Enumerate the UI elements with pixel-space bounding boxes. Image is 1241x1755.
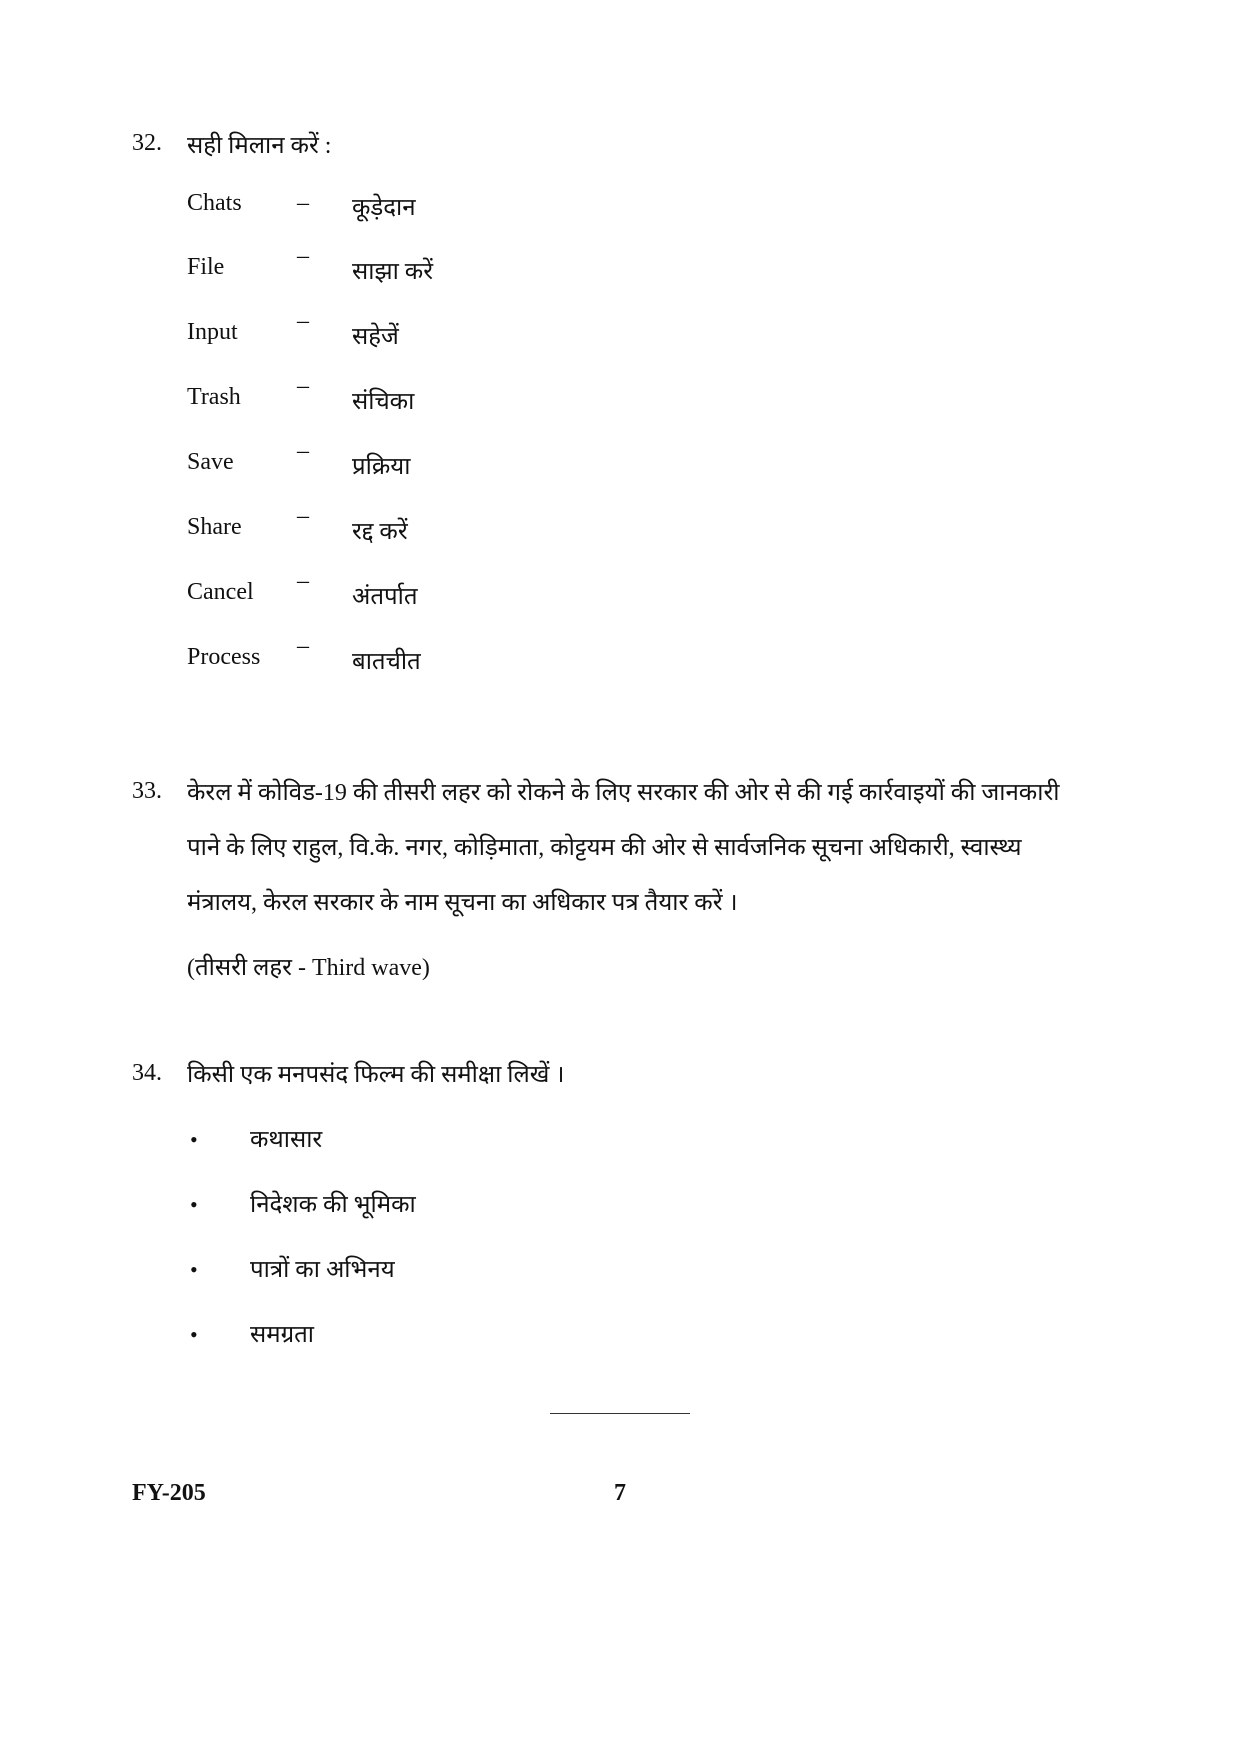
q33-line-1: केरल में कोविड-19 की तीसरी लहर को रोकने के लिए सरकार की ओर से की गई कार्रवाइयों की जानकारी [187, 780, 1060, 806]
match-dash: – [297, 308, 309, 334]
match-left-item: Trash [187, 384, 241, 410]
match-right-item: रद्द करें [352, 519, 408, 545]
q34-prompt: किसी एक मनपसंद फिल्म की समीक्षा लिखें । [187, 1062, 565, 1088]
bullet-text: पात्रों का अभिनय [250, 1257, 395, 1283]
match-right-item: सहेजें [352, 324, 399, 350]
bullet-point: • [190, 1192, 198, 1217]
paper-code: FY-205 [132, 1480, 206, 1506]
match-right-item: अंतर्पात [352, 584, 418, 610]
match-right-item: प्रक्रिया [352, 454, 411, 480]
match-dash: – [297, 568, 309, 594]
match-left-item: Cancel [187, 579, 254, 605]
match-left-item: Input [187, 319, 238, 345]
q34-number: 34. [132, 1060, 162, 1086]
match-right-item: संचिका [352, 389, 415, 415]
match-right-item: कूड़ेदान [352, 195, 416, 221]
page-number: 7 [614, 1480, 626, 1506]
match-dash: – [297, 633, 309, 659]
match-left-item: File [187, 254, 225, 280]
bullet-point: • [190, 1257, 198, 1282]
end-of-questions-rule [550, 1413, 690, 1414]
match-right-item: साझा करें [352, 259, 434, 285]
match-right-item: बातचीत [352, 649, 421, 675]
q32-prompt: सही मिलान करें : [187, 133, 332, 159]
bullet-text: समग्रता [250, 1322, 315, 1348]
match-left-item: Share [187, 514, 242, 540]
q33-line-3: मंत्रालय, केरल सरकार के नाम सूचना का अधिकार पत्र तैयार करें । [187, 890, 738, 916]
match-dash: – [297, 243, 309, 269]
bullet-text: निदेशक की भूमिका [250, 1192, 416, 1218]
match-dash: – [297, 373, 309, 399]
match-left-item: Process [187, 644, 261, 670]
match-dash: – [297, 190, 309, 216]
match-dash: – [297, 438, 309, 464]
match-dash: – [297, 503, 309, 529]
bullet-point: • [190, 1127, 198, 1152]
match-left-item: Save [187, 449, 234, 475]
q33-line-2: पाने के लिए राहुल, वि.के. नगर, कोड़िमाता, कोट्टयम की ओर से सार्वजनिक सूचना अधिकारी, स्वास्थ्य [187, 835, 1022, 861]
q32-number: 32. [132, 130, 162, 156]
q33-number: 33. [132, 778, 162, 804]
q33-note: (तीसरी लहर - Third wave) [187, 955, 430, 981]
bullet-text: कथासार [250, 1127, 323, 1153]
bullet-point: • [190, 1322, 198, 1347]
match-left-item: Chats [187, 190, 242, 216]
